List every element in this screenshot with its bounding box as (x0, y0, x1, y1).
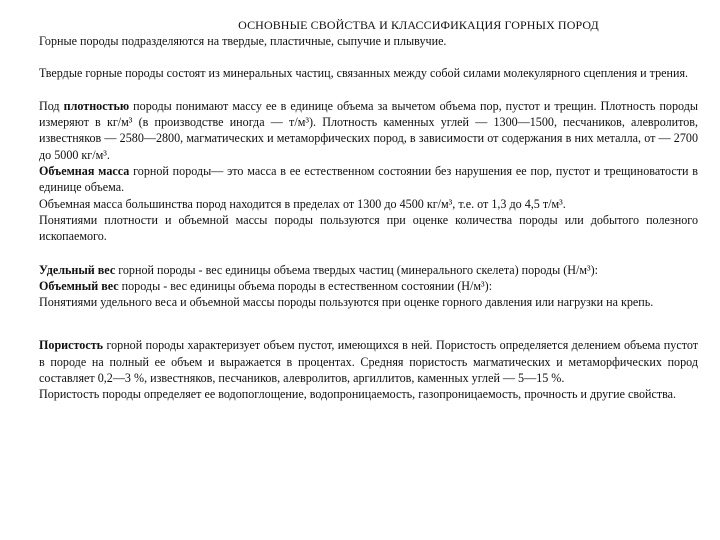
page-title: ОСНОВНЫЕ СВОЙСТВА И КЛАССИФИКАЦИЯ ГОРНЫХ ПОРОД (238, 18, 599, 32)
bulk-mass-paragraph (39, 163, 698, 196)
volume-weight-term: Объемный вес (39, 278, 119, 293)
density-paragraph (39, 98, 698, 163)
specific-weight-paragraph (39, 262, 698, 278)
hard-rocks-paragraph: Твердые горные породы состоят из минеральных частиц, связанных между собой силами молекулярного сцепления и трения. (39, 65, 689, 80)
porosity-text: горной породы характеризует объем пустот, имеющихся в ней. Пористость определяется делением объема пустот в породе на полный ее объем и выражается в процентах. Средняя пористость магматических и метаморфических пород составляет 0,2—3 %, известняков, песчаников, алевролитов, аргиллитов, каменных углей — 5—15 %. (39, 338, 698, 386)
bulk-mass-term: Объемная масса (39, 164, 130, 179)
volume-weight-text: породы - вес единицы объема породы в естественном состоянии (Н/м³): (118, 278, 493, 293)
density-pre: Под (39, 98, 64, 113)
density-term: плотностью (63, 98, 130, 113)
specific-weight-term: Удельный вес (39, 262, 116, 277)
specific-weight-text: горной породы - вес единицы объема твердых частиц (минерального скелета) породы (Н/м³): (115, 262, 599, 277)
intro-paragraph: Горные породы подразделяются на твердые, пластичные, сыпучие и плывучие. (39, 34, 447, 49)
density-usage-paragraph: Понятиями плотности и объемной массы породы пользуются при оценке количества породы или добытого полезного ископаемого. (39, 212, 698, 244)
porosity-term: Пористость (39, 338, 104, 353)
bulk-mass-range-paragraph: Объемная масса большинства пород находится в пределах от 1300 до 4500 кг/м³, т.е. от 1,3 до 4,5 т/м³. (39, 196, 566, 211)
bulk-mass-text: горной породы— это масса в ее естественном состоянии без нарушения ее пор, пустот и трещиноватости в единице объема. (39, 164, 698, 195)
volume-weight-paragraph (39, 278, 698, 294)
porosity-paragraph (39, 337, 698, 386)
density-text: породы понимают массу ее в единице объема за вычетом объема пор, пустот и трещин. Плотность породы измеряют в кг/м³ (в производстве иногда — т/м³). Плотность каменных углей — 1300—1500, песчаников, алевролитов, известняков — 2580—2800, магматических и метаморфических пород, в зависимости от содержания в них металла, от — 2700 до 5000 кг/м³. (39, 98, 698, 162)
porosity-usage-paragraph: Пористость породы определяет ее водопоглощение, водопроницаемость, газопроницаемость, прочность и другие свойства. (39, 387, 677, 402)
weight-usage-paragraph: Понятиями удельного веса и объемной массы породы пользуются при оценке горного давления или нагрузки на крепь. (39, 295, 654, 310)
